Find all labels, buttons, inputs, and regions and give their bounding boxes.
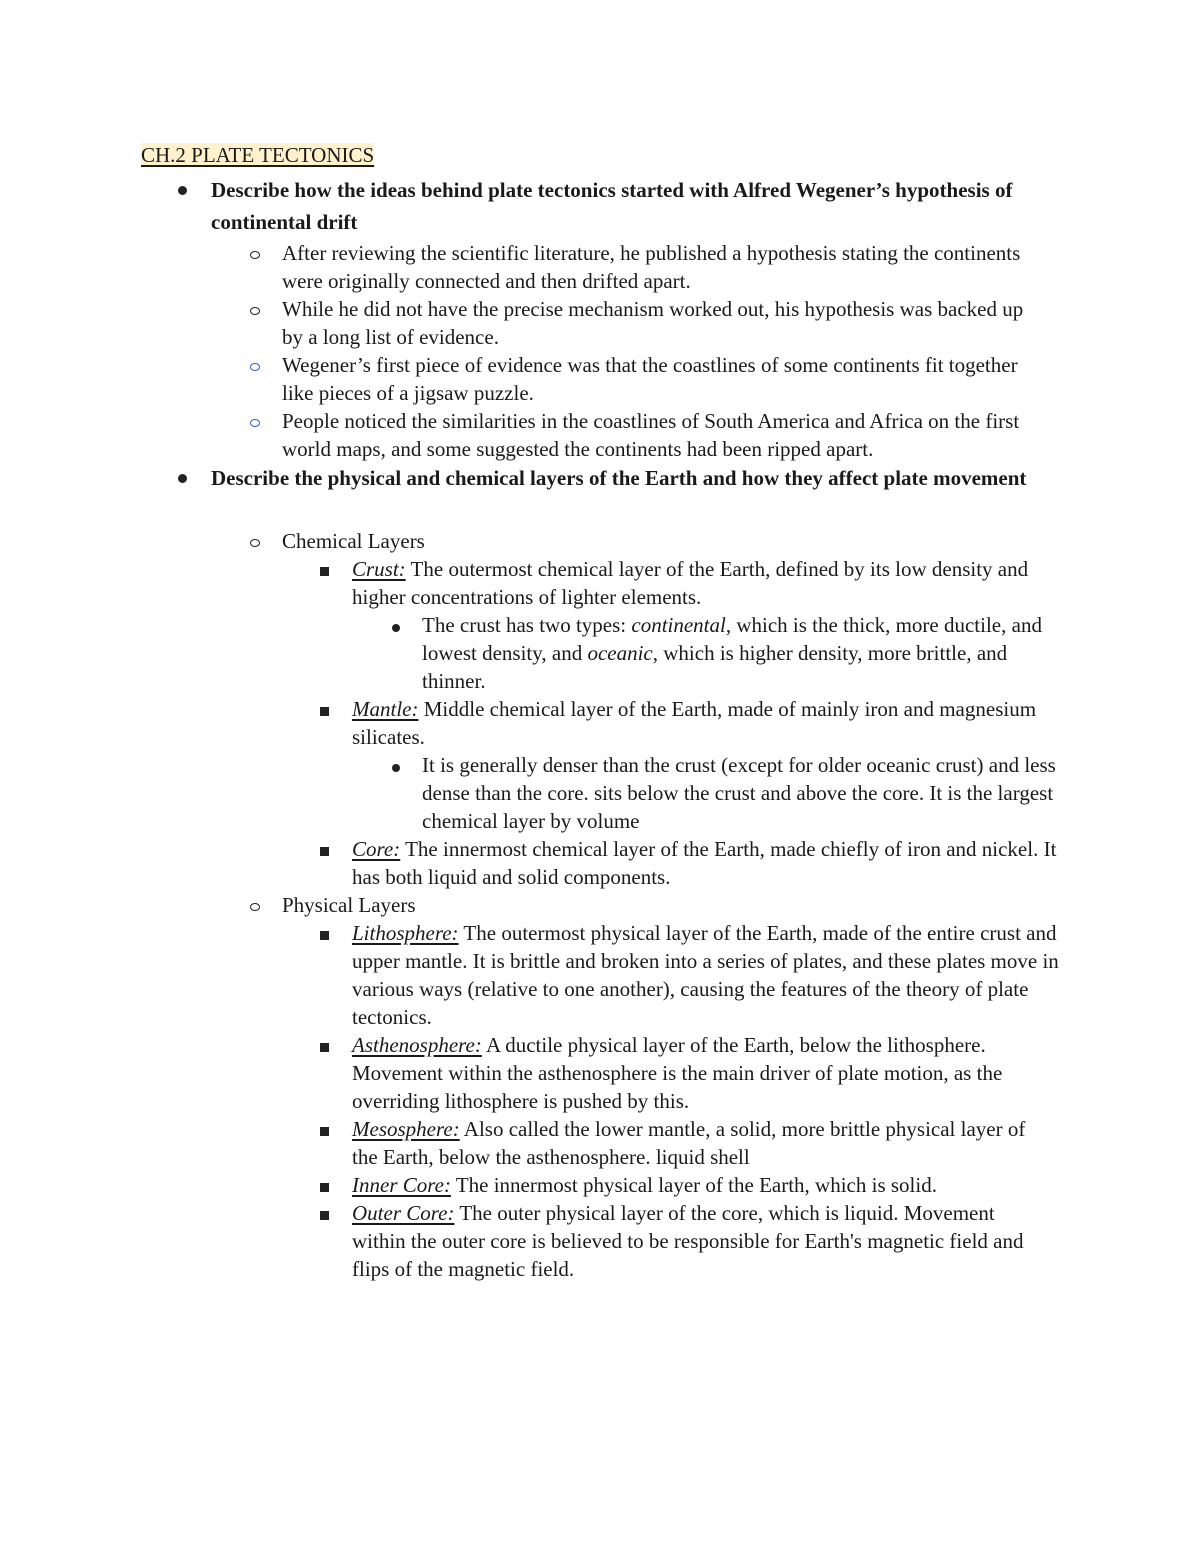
section-heading [282, 891, 1042, 919]
list-item [282, 239, 1042, 295]
page-title-text: CH.2 PLATE TECTONICS [141, 143, 375, 167]
layer-definition [352, 919, 1062, 1031]
square-bullet-icon [314, 1199, 334, 1227]
list-item [282, 351, 1042, 407]
layer-item-crust [352, 555, 1052, 611]
section-heading [282, 527, 1042, 555]
layer-definition-text: The outer physical layer of the core, which is liquid. Movement within the outer core is believed to be responsible for Earth's magnetic field and flips of the magnetic field. [352, 1201, 1024, 1281]
layer-note [422, 751, 1062, 835]
emphasis-continental: continental [631, 613, 726, 637]
list-item-text: People noticed the similarities in the coastlines of South America and Africa on the first world maps, and some suggested the continents had been ripped apart. [282, 409, 1020, 461]
layer-item-asthenosphere [352, 1031, 1052, 1115]
layer-item-core [352, 835, 1062, 891]
layer-term: Core: [352, 837, 401, 861]
hollow-circle-bullet-icon [245, 350, 265, 378]
filled-circle-bullet-icon [172, 462, 192, 490]
layer-definition-text: The innermost physical layer of the Earth, which is solid. [450, 1173, 937, 1197]
layer-definition-text: Middle chemical layer of the Earth, made of mainly iron and magnesium silicates. [352, 697, 1037, 749]
layer-definition-text: The innermost chemical layer of the Earth, made chiefly of iron and nickel. It has both liquid and solid components. [352, 837, 1057, 889]
layer-term: Asthenosphere: [352, 1033, 482, 1057]
filled-circle-bullet-icon [386, 611, 406, 639]
layer-term: Lithosphere: [352, 921, 459, 945]
list-item [282, 407, 1042, 463]
objective-item [211, 462, 1041, 494]
layer-item-outer-core [352, 1199, 1052, 1283]
layer-definition-text: Also called the lower mantle, a solid, more brittle physical layer of the Earth, below the asthenosphere. liquid shell [352, 1117, 1026, 1169]
layer-item-mesosphere [352, 1115, 1052, 1171]
hollow-circle-bullet-icon [245, 294, 265, 322]
layer-item-inner-core [352, 1171, 1052, 1199]
layer-note-text: It is generally denser than the crust (except for older oceanic crust) and less dense than the core. sits below the crust and above the core. It is the largest chemical layer by volume [422, 753, 1056, 833]
layer-definition [352, 555, 1052, 611]
page-title [141, 141, 374, 169]
layer-term: Outer Core: [352, 1201, 455, 1225]
section-title: Chemical Layers [282, 529, 425, 553]
objective-item [211, 174, 1041, 238]
layer-definition-text: A ductile physical layer of the Earth, below the lithosphere. Movement within the asthenosphere is the main driver of plate motion, as the overriding lithosphere is pushed by this. [352, 1033, 1003, 1113]
objective-text: Describe the physical and chemical layers of the Earth and how they affect plate movement [211, 466, 1027, 490]
hollow-circle-bullet-icon [245, 890, 265, 918]
layer-item-lithosphere [352, 919, 1062, 1031]
filled-circle-bullet-icon [386, 751, 406, 779]
layer-item-mantle [352, 695, 1052, 751]
list-item-text: While he did not have the precise mechanism worked out, his hypothesis was backed up by a long list of evidence. [282, 297, 1024, 349]
section-title: Physical Layers [282, 893, 416, 917]
layer-definition [352, 835, 1062, 891]
list-item [282, 295, 1042, 351]
layer-definition [352, 1115, 1052, 1171]
layer-term: Inner Core: [352, 1173, 451, 1197]
hollow-circle-bullet-icon [245, 526, 265, 554]
layer-definition [352, 695, 1052, 751]
square-bullet-icon [314, 1171, 334, 1199]
square-bullet-icon [314, 1031, 334, 1059]
layer-note [422, 611, 1052, 695]
hollow-circle-bullet-icon [245, 406, 265, 434]
layer-term: Mantle: [352, 697, 419, 721]
list-item-text: After reviewing the scientific literature, he published a hypothesis stating the continents were originally connected and then drifted apart. [282, 241, 1021, 293]
list-item-text: Wegener’s first piece of evidence was that the coastlines of some continents fit together like pieces of a jigsaw puzzle. [282, 353, 1018, 405]
layer-note-text: The crust has two types: continental, which is the thick, more ductile, and lowest density, and oceanic, which is higher density, more brittle, and thinner. [422, 613, 1042, 693]
layer-term: Mesosphere: [352, 1117, 460, 1141]
square-bullet-icon [314, 1115, 334, 1143]
layer-definition [352, 1199, 1052, 1283]
square-bullet-icon [314, 555, 334, 583]
layer-definition-text: The outermost chemical layer of the Earth, defined by its low density and higher concentrations of lighter elements. [352, 557, 1029, 609]
layer-definition [352, 1031, 1052, 1115]
square-bullet-icon [314, 695, 334, 723]
emphasis-oceanic: oceanic [587, 641, 653, 665]
filled-circle-bullet-icon [172, 174, 192, 202]
hollow-circle-bullet-icon [245, 238, 265, 266]
layer-term: Crust: [352, 557, 406, 581]
objective-text: Describe how the ideas behind plate tectonics started with Alfred Wegener’s hypothesis of continental drift [211, 178, 1013, 234]
square-bullet-icon [314, 835, 334, 863]
layer-definition [352, 1171, 1052, 1199]
square-bullet-icon [314, 919, 334, 947]
layer-definition-text: The outermost physical layer of the Earth, made of the entire crust and upper mantle. It is brittle and broken into a series of plates, and these plates move in various ways (relative to one another), causing the features of the theory of plate tectonics. [352, 921, 1059, 1029]
